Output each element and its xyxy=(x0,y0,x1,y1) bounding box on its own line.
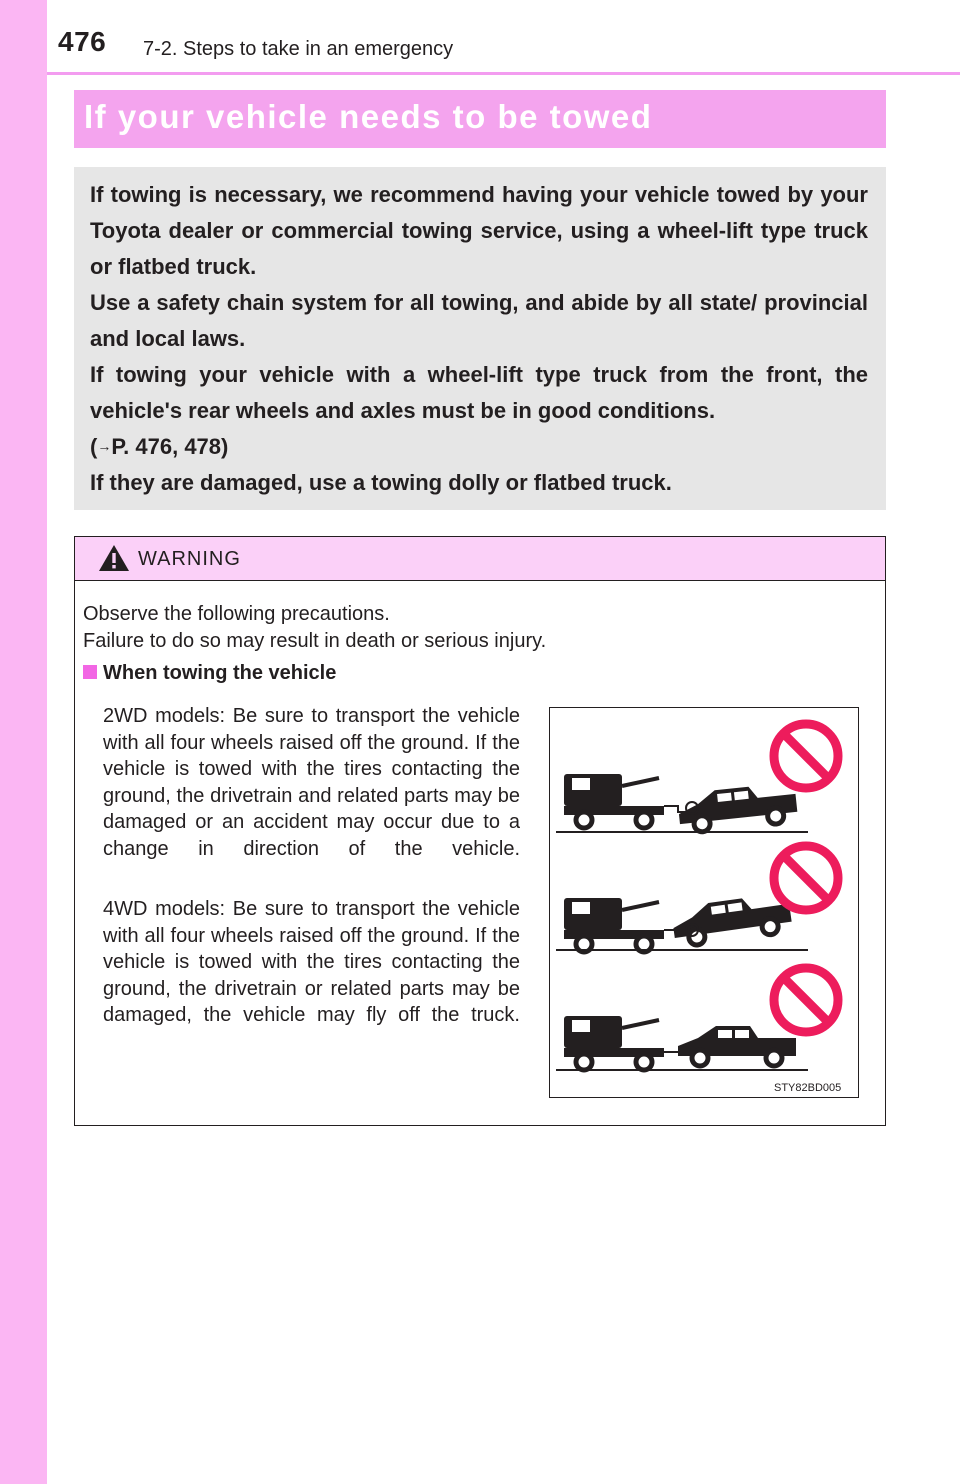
header-divider xyxy=(47,72,960,75)
warning-paragraph-4wd: 4WD models: Be sure to transport the vehicle with all four wheels raised off the ground. If the vehicle is towed with the tires contacting the ground, the drivetrain or related parts may be damaged, the vehicle may fly off the truck. xyxy=(103,898,520,1026)
warning-triangle-icon xyxy=(98,544,130,572)
side-tab-strip xyxy=(0,0,47,1484)
summary-paragraph-3: If towing your vehicle with a wheel-lift type truck from the front, the vehicle's rear wheels and axles must be in good conditions. xyxy=(90,362,868,423)
warning-line-2: Failure to do so may result in death or serious injury. xyxy=(83,630,547,652)
scene-dolly-prohibited xyxy=(556,968,838,1070)
summary-paragraph-2: Use a safety chain system for all towing, and abide by all state/ provincial and local laws. xyxy=(90,290,868,351)
square-bullet-icon xyxy=(83,665,97,679)
warning-line-1: Observe the following precautions. xyxy=(83,603,390,625)
scene-4wd-prohibited xyxy=(556,846,838,952)
warning-paragraph-2wd: 2WD models: Be sure to transport the vehicle with all four wheels raised off the ground. If the vehicle is towed with the tires contacting the ground, the drivetrain and related parts may be damaged or an accident may occur due to a change in direction of the vehicle. xyxy=(103,705,520,860)
reference-open-paren: ( xyxy=(90,434,98,459)
arrow-right-icon: → xyxy=(97,438,112,454)
scene-2wd-prohibited xyxy=(556,724,838,834)
page-reference xyxy=(90,429,228,467)
summary-paragraph-1: If towing is necessary, we recommend having your vehicle towed by your Toyota dealer or commercial towing service, using a wheel-lift type truck or flatbed truck. xyxy=(90,182,868,279)
page-number: 476 xyxy=(58,26,107,57)
summary-paragraph-4: If they are damaged, use a towing dolly or flatbed truck. xyxy=(90,470,672,495)
towing-illustration xyxy=(550,708,858,1097)
figure-id: STY82BD005 xyxy=(774,1082,842,1094)
reference-pages: P. 476, 478) xyxy=(111,434,229,459)
chapter-heading: 7-2. Steps to take in an emergency xyxy=(143,38,454,60)
warning-title: WARNING xyxy=(138,548,241,570)
section-title: If your vehicle needs to be towed xyxy=(84,98,653,135)
warning-subheading: When towing the vehicle xyxy=(103,662,337,684)
